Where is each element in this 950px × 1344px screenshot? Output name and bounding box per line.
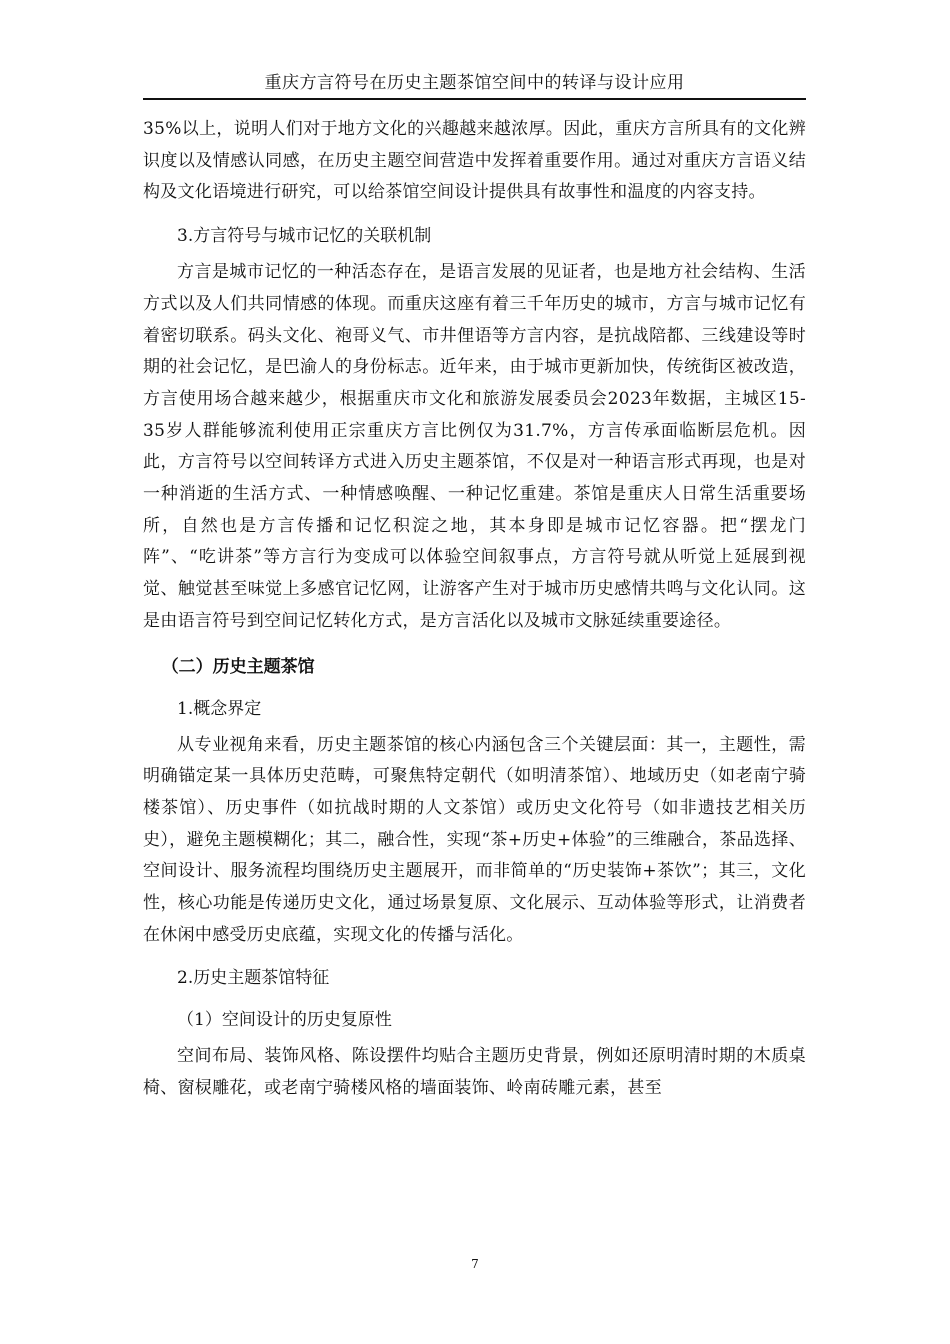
header-rule	[143, 98, 806, 100]
subheading-teahouse-features: 2.历史主题茶馆特征	[177, 968, 330, 989]
paragraph-dialect-city-memory: 方言是城市记忆的一种活态存在，是语言发展的见证者，也是地方社会结构、生活方式以及人们共同情感的体现。而重庆这座有着三千年历史的城市，方言与城市记忆有着密切联系。码头文化、袍哥义气、市井俚语等方言内容，是抗战陪都、三线建设等时期的社会记忆，是巴渝人的身份标志。近年来，由于城市更新加快，传统街区被改造，方言使用场合越来越少，根据重庆市文化和旅游发展委员会2023年数据，主城区15-35岁人群能够流利使用正宗重庆方言比例仅为31.7%，方言传承面临断层危机。因此，方言符号以空间转译方式进入历史主题茶馆，不仅是对一种语言形式再现，也是对一种消逝的生活方式、一种情感唤醒、一种记忆重建。茶馆是重庆人日常生活重要场所，自然也是方言传播和记忆积淀之地，其本身即是城市记忆容器。把“摆龙门阵”、“吃讲茶”等方言行为变成可以体验空间叙事点，方言符号就从听觉上延展到视觉、触觉甚至味觉上多感官记忆网，让游客产生对于城市历史感情共鸣与文化认同。这是由语言符号到空间记忆转化方式，是方言活化以及城市文脉延续重要途径。	[143, 262, 806, 631]
page-number: 7	[471, 1257, 479, 1271]
section-heading-history-teahouse: （二）历史主题茶馆	[161, 656, 315, 677]
page-body	[143, 114, 806, 1105]
subheading-dialect-memory-mechanism: 3.方言符号与城市记忆的关联机制	[177, 226, 432, 247]
subheading-spatial-restoration: （1）空间设计的历史复原性	[177, 1010, 392, 1031]
subheading-concept-definition: 1.概念界定	[177, 698, 262, 719]
running-header: 重庆方言符号在历史主题茶馆空间中的转译与设计应用	[264, 73, 685, 93]
paragraph-spatial-restoration: 空间布局、装饰风格、陈设摆件均贴合主题历史背景，例如还原明清时期的木质桌椅、窗棂雕花，或老南宁骑楼风格的墙面装饰、岭南砖雕元素，甚至	[143, 1046, 806, 1099]
paragraph-concept-definition: 从专业视角来看，历史主题茶馆的核心内涵包含三个关键层面：其一，主题性，需明确锚定某一具体历史范畴，可聚焦特定朝代（如明清茶馆）、地域历史（如老南宁骑楼茶馆）、历史事件（如抗战时期的人文茶馆）或历史文化符号（如非遗技艺相关历史），避免主题模糊化；其二，融合性，实现“茶+历史+体验”的三维融合，茶品选择、空间设计、服务流程均围绕历史主题展开，而非简单的“历史装饰+茶饮”；其三，文化性，核心功能是传递历史文化，通过场景复原、文化展示、互动体验等形式，让消费者在休闲中感受历史底蕴，实现文化的传播与活化。	[143, 734, 806, 945]
paragraph-continued: 35%以上，说明人们对于地方文化的兴趣越来越浓厚。因此，重庆方言所具有的文化辨识度以及情感认同感，在历史主题空间营造中发挥着重要作用。通过对重庆方言语义结构及文化语境进行研究，可以给茶馆空间设计提供具有故事性和温度的内容支持。	[143, 119, 806, 203]
